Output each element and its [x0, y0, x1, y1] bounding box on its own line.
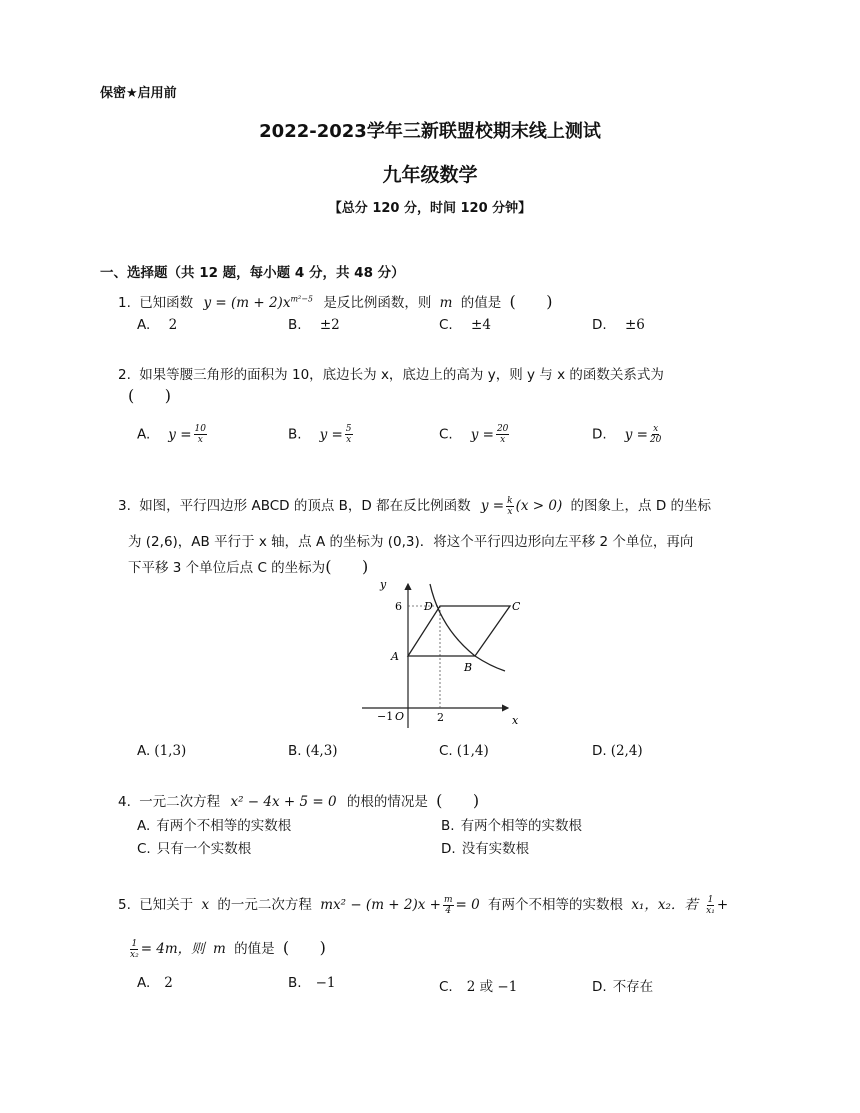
- tick-label-neg1: −1: [377, 710, 394, 723]
- option-label: D.: [592, 426, 607, 443]
- option-lhs: y =: [168, 426, 192, 443]
- option-label: B.: [288, 426, 302, 443]
- question-5: [118, 893, 728, 916]
- fraction: [130, 939, 139, 960]
- option-label: C.: [137, 841, 151, 857]
- option-lhs: y =: [470, 426, 494, 443]
- hyperbola-curve: [430, 584, 505, 671]
- option-b: [288, 424, 355, 445]
- option-value: 没有实数根: [461, 841, 530, 857]
- fraction-denominator: x: [197, 435, 203, 445]
- option-value: ±4: [471, 317, 491, 333]
- math-formula: y = (m + 2)x: [203, 295, 291, 311]
- option-value: 不存在: [612, 979, 654, 995]
- fraction-denominator: x₁: [706, 905, 715, 916]
- question-number: 5.: [118, 897, 131, 913]
- option-value: 2: [168, 317, 178, 333]
- option-d: [441, 837, 529, 857]
- fraction-denominator: x: [346, 435, 352, 445]
- formula-condition: (x > 0): [515, 498, 563, 514]
- question-text: 有两个不相等的实数根: [488, 897, 624, 913]
- option-value: ±2: [319, 317, 340, 333]
- question-text: 的一元二次方程: [217, 897, 312, 913]
- option-label: A.: [137, 975, 151, 991]
- option-value: (2,4): [610, 743, 643, 759]
- fraction-numerator: 5: [345, 424, 352, 434]
- section-title: 一、选择题（共 12 题，每小题 4 分，共 48 分）: [100, 265, 405, 281]
- math-variable: m: [439, 295, 453, 311]
- question-text: 的图象上，点 D 的坐标: [570, 498, 712, 514]
- formula-lhs: y =: [480, 498, 505, 514]
- option-value: −1: [315, 975, 336, 991]
- option-b: [288, 317, 340, 333]
- fraction: [345, 424, 353, 445]
- exponent: m²−5: [290, 294, 314, 304]
- exam-subtitle: 九年级数学: [382, 164, 478, 186]
- option-c: [137, 837, 251, 857]
- option-value: 有两个不相等的实数根: [156, 818, 292, 834]
- coordinate-figure: [360, 578, 520, 738]
- option-a: [137, 975, 173, 991]
- option-value: 2 或 −1: [466, 979, 518, 995]
- question-1: [118, 291, 553, 311]
- answer-bracket: ( ): [128, 386, 171, 405]
- fraction-numerator: 1: [707, 894, 714, 905]
- question-5-line2: [128, 937, 326, 960]
- question-text-line: 为 (2,6)，AB 平行于 x 轴，点 A 的坐标为 (0,3)．将这个平行四边形向左平移 2 个单位，再向: [128, 534, 694, 550]
- option-label: D.: [592, 979, 607, 995]
- point-label-a: A: [391, 650, 399, 663]
- math-variable: x: [201, 897, 210, 913]
- point-label-c: C: [512, 600, 520, 613]
- question-text: 已知函数: [139, 295, 194, 311]
- option-label: C.: [439, 317, 453, 333]
- option-d: [592, 317, 645, 333]
- y-axis-label: y: [380, 578, 387, 591]
- question-number: 3.: [118, 498, 131, 514]
- question-text: 一元二次方程: [139, 794, 221, 810]
- option-value: (1,4): [456, 743, 489, 759]
- fraction: [650, 424, 661, 445]
- fraction: [443, 895, 454, 916]
- question-text: 是反比例函数，则: [323, 295, 432, 311]
- math-formula: mx² − (m + 2)x +: [320, 897, 441, 913]
- fraction: [194, 424, 207, 445]
- option-d: [592, 424, 663, 445]
- fraction-numerator: 1: [131, 938, 138, 949]
- question-text: 下平移 3 个单位后点 C 的坐标为: [128, 560, 326, 576]
- option-a: [137, 317, 177, 333]
- math-variable: m: [212, 941, 226, 957]
- option-b: [288, 743, 338, 759]
- option-lhs: y =: [624, 426, 648, 443]
- answer-bracket: ( ): [282, 938, 326, 957]
- option-value: (1,3): [154, 743, 187, 759]
- fraction-denominator: 4: [445, 905, 452, 916]
- option-value: (4,3): [305, 743, 338, 759]
- option-label: D.: [441, 841, 456, 857]
- option-label: D.: [592, 317, 607, 333]
- plus-sign: +: [716, 897, 729, 913]
- option-b: [441, 814, 582, 834]
- question-text: 的根的情况是: [346, 794, 428, 810]
- question-4: [118, 790, 479, 810]
- fraction-denominator: 20: [649, 435, 662, 445]
- option-label: A.: [137, 743, 151, 759]
- question-number: 1.: [118, 295, 131, 311]
- option-a: [137, 424, 209, 445]
- exam-info: 【总分 120 分，时间 120 分钟】: [328, 201, 532, 216]
- fraction-numerator: 10: [194, 424, 206, 434]
- option-value: ±6: [624, 317, 645, 333]
- option-label: B.: [288, 975, 302, 991]
- option-label: D.: [592, 743, 607, 759]
- math-formula: = 4m，则: [140, 941, 205, 957]
- tick-label-6: 6: [395, 600, 402, 613]
- question-3-line3: [128, 556, 368, 576]
- question-text: 已知关于: [139, 897, 194, 913]
- fraction-denominator: x: [500, 435, 506, 445]
- fraction-denominator: x: [507, 506, 513, 517]
- option-a: [137, 814, 291, 834]
- option-value: 2: [164, 975, 173, 991]
- answer-bracket: ( ): [436, 791, 480, 810]
- question-2: [118, 363, 664, 383]
- option-c: [439, 743, 489, 759]
- fraction: [496, 424, 509, 445]
- question-text: 如图，平行四边形 ABCD 的顶点 B，D 都在反比例函数: [139, 498, 471, 514]
- parallelogram-abcd: [408, 606, 510, 656]
- point-label-b: B: [464, 661, 473, 674]
- option-lhs: y =: [319, 426, 343, 443]
- fraction-numerator: m: [443, 894, 453, 905]
- option-c: [439, 317, 491, 333]
- fraction-numerator: k: [507, 495, 513, 506]
- option-label: A.: [137, 317, 151, 333]
- fraction: [506, 496, 513, 517]
- question-text: 如果等腰三角形的面积为 10，底边长为 x，底边上的高为 y，则 y 与 x 的函数关系式为: [139, 367, 664, 383]
- question-number: 2.: [118, 367, 131, 383]
- point-label-d: D: [424, 600, 433, 613]
- tick-label-2: 2: [437, 711, 444, 724]
- option-d: [592, 975, 653, 995]
- option-label: B.: [288, 743, 302, 759]
- exam-title: 2022-2023学年三新联盟校期末线上测试: [259, 121, 601, 142]
- answer-bracket: ( ): [509, 292, 553, 311]
- fraction-numerator: 20: [496, 424, 509, 434]
- fraction-numerator: x: [653, 424, 659, 434]
- math-formula: = 0: [455, 897, 480, 913]
- option-label: B.: [288, 317, 302, 333]
- option-value: 只有一个实数根: [156, 841, 252, 857]
- option-label: A.: [137, 818, 151, 834]
- option-c: [439, 975, 517, 995]
- option-a: [137, 743, 186, 759]
- answer-bracket: ( ): [325, 557, 369, 576]
- question-text: 的值是: [234, 941, 275, 957]
- option-label: B.: [441, 818, 455, 834]
- option-d: [592, 743, 643, 759]
- fraction-denominator: x₂: [130, 949, 139, 960]
- confidential-mark: 保密★启用前: [100, 86, 177, 101]
- option-label: C.: [439, 743, 453, 759]
- option-b: [288, 975, 335, 991]
- question-text: 的值是: [460, 295, 502, 311]
- math-roots: x₁，x₂．若: [631, 897, 698, 913]
- option-label: C.: [439, 426, 453, 443]
- option-label: A.: [137, 426, 151, 443]
- fraction: [706, 895, 715, 916]
- question-number: 4.: [118, 794, 131, 810]
- option-c: [439, 424, 511, 445]
- origin-label: O: [395, 710, 405, 723]
- math-formula: x² − 4x + 5 = 0: [230, 794, 337, 810]
- option-value: 有两个相等的实数根: [460, 818, 583, 834]
- option-label: C.: [439, 979, 453, 995]
- question-3: [118, 494, 711, 517]
- x-axis-label: x: [512, 714, 519, 727]
